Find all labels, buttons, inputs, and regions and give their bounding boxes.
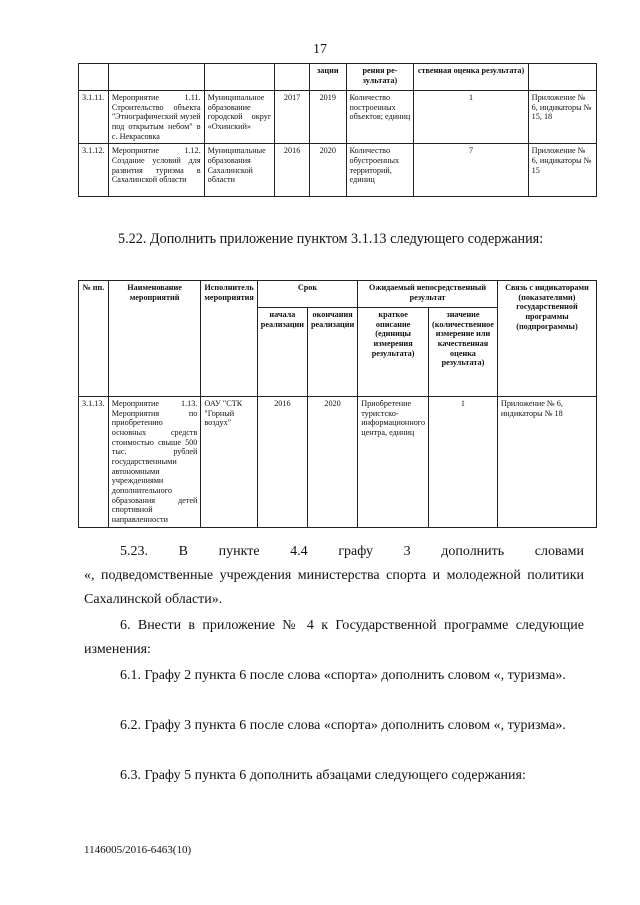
paragraph-6-1: 6.1. Графу 2 пункта 6 после слова «спорта» дополнить словом «, туризма». [120, 668, 566, 683]
paragraph-5-23-rest: «, подведомственные учреждения министерства спорта и молодежной политики Сахалинской области». [84, 568, 584, 607]
cell-value: 1 [414, 91, 528, 144]
header-result: Ожидаемый непосредственный результат [358, 281, 498, 308]
paragraph-6-2: 6.2. Графу 3 пункта 6 после слова «спорта» дополнить словом «, туризма». [120, 718, 566, 733]
cell-number: 3.1.13. [79, 397, 109, 528]
header-name: Наименование мероприятий [108, 281, 201, 397]
cell-executor: ОАУ "СТК "Горный воздух" [201, 397, 257, 528]
header-executor: Исполнитель мероприятия [201, 281, 257, 397]
header-link: Связь с индикаторами (показателями) государственной программы (подпрограммы) [497, 281, 596, 397]
cell-result: Приобретение туристско-информационного центра, единиц [358, 397, 429, 528]
cell-value: 1 [429, 397, 498, 528]
cell-link: Приложение № 6, индикаторы № 15 [528, 144, 596, 197]
header-start: начала реализации [257, 308, 307, 397]
paragraph-5-23-line1: 5.23. В пункте 4.4 графу 3 дополнить словами [120, 544, 584, 559]
table-header-row [79, 64, 597, 91]
table-row [79, 91, 597, 144]
cell-number: 3.1.11. [79, 91, 109, 144]
table-continuation [78, 63, 597, 197]
header-cell [108, 64, 204, 91]
cell-number: 3.1.12. [79, 144, 109, 197]
header-value: значение (количественное измерение или качественная оценка результата) [429, 308, 498, 397]
cell-name: Мероприятие 1.12. Создание условий для развития туризма в Сахалинской области [108, 144, 204, 197]
section-heading-5-22: 5.22. Дополнить приложение пунктом 3.1.13 следующего содержания: [118, 231, 544, 247]
paragraph-6: 6. Внести в приложение № 4 к Государственной программе следующие изменения: [84, 618, 584, 657]
cell-result: Количество построенных объектов; единиц [346, 91, 414, 144]
cell-start: 2017 [275, 91, 310, 144]
cell-executor: Муниципальные образования Сахалинской области [204, 144, 275, 197]
cell-name: Мероприятие 1.11. Строительство объекта "Этнографический музей под открытым небом" в с. Некрасовка [108, 91, 204, 144]
header-cell [275, 64, 310, 91]
table-item-3-1-13 [78, 280, 597, 528]
header-number: № пп. [79, 281, 109, 397]
table-row [79, 144, 597, 197]
cell-result: Количество обустроенных территорий, единиц [346, 144, 414, 197]
cell-link: Приложение № 6, индикаторы № 15, 18 [528, 91, 596, 144]
header-end: окончания реализации [307, 308, 357, 397]
header-cell [204, 64, 275, 91]
cell-end: 2020 [307, 397, 357, 528]
header-cell [79, 64, 109, 91]
paragraph-6-3: 6.3. Графу 5 пункта 6 дополнить абзацами следующего содержания: [120, 768, 526, 783]
header-term: Срок [257, 281, 357, 308]
header-cell: ственная оценка результата) [414, 64, 528, 91]
paragraph-5-23 [84, 540, 584, 612]
cell-name: Мероприятие 1.13. Мероприятия по приобретению основных средств стоимостью свыше 500 тыс. рублей государственными автономными учреждениями дополнительного образования детей спортивной направленности [108, 397, 201, 528]
header-cell: рения ре- зультата) [346, 64, 414, 91]
cell-start: 2016 [275, 144, 310, 197]
header-desc: краткое описание (единицы измерения результата) [358, 308, 429, 397]
header-cell: зации [310, 64, 346, 91]
cell-end: 2020 [310, 144, 346, 197]
table-row [79, 397, 597, 528]
cell-executor: Муниципальное образование городской округ «Охинский» [204, 91, 275, 144]
cell-end: 2019 [310, 91, 346, 144]
page-number: 17 [313, 42, 327, 57]
cell-value: 7 [414, 144, 528, 197]
cell-link: Приложение № 6, индикаторы № 18 [497, 397, 596, 528]
header-cell [528, 64, 596, 91]
cell-start: 2016 [257, 397, 307, 528]
document-code: 1146005/2016-6463(10) [84, 844, 192, 856]
table-header-row [79, 281, 597, 308]
